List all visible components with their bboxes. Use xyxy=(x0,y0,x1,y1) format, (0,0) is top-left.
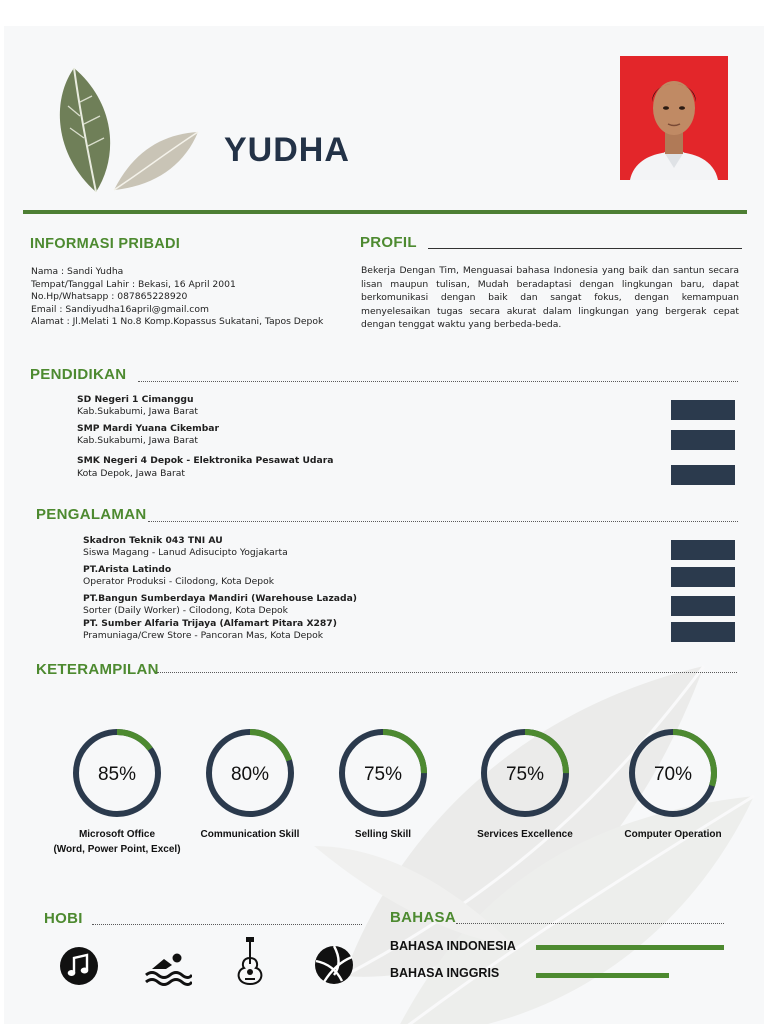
skill-donut-svg xyxy=(203,726,297,820)
profile-heading-line xyxy=(428,248,742,249)
education-school: SMK Negeri 4 Depok - Elektronika Pesawat Udara xyxy=(77,455,334,466)
experience-role: Sorter (Daily Worker) - Cilodong, Kota Depok xyxy=(83,604,288,616)
skill-donut xyxy=(478,726,572,820)
personal-address: Alamat : Jl.Melati 1 No.8 Komp.Kopassus Sukatani, Tapos Depok xyxy=(31,316,324,328)
personal-phone: No.Hp/Whatsapp : 087865228920 xyxy=(31,291,188,303)
skills-heading: KETERAMPILAN xyxy=(36,661,159,678)
language-name: BAHASA INDONESIA xyxy=(390,939,516,953)
skill-donut-svg xyxy=(626,726,720,820)
skill-label: Selling Skill xyxy=(354,829,412,840)
volleyball-icon xyxy=(312,943,356,987)
language-heading: BAHASA xyxy=(390,909,456,926)
experience-item xyxy=(83,535,288,558)
music-icon xyxy=(58,945,100,987)
skill-percent-label: 70% xyxy=(653,764,693,785)
skill-donut xyxy=(70,726,164,820)
skill-name: Microsoft Office xyxy=(78,829,156,840)
skill-donut-svg xyxy=(478,726,572,820)
experience-company: Skadron Teknik 043 TNI AU xyxy=(83,535,223,546)
education-place: Kota Depok, Jawa Barat xyxy=(77,468,186,479)
experience-bar xyxy=(671,622,735,642)
profile-heading: PROFIL xyxy=(360,234,417,251)
experience-role: Siswa Magang - Lanud Adisucipto Yogjakarta xyxy=(83,546,288,558)
education-bar xyxy=(671,465,735,485)
swimming-icon xyxy=(144,945,192,987)
leaf-decoration-image xyxy=(44,62,204,197)
skill-percent-label: 85% xyxy=(97,764,137,785)
experience-bar xyxy=(671,596,735,616)
skill-donut-svg xyxy=(70,726,164,820)
guitar-icon xyxy=(230,936,270,986)
experience-company: PT.Arista Latindo xyxy=(83,564,172,575)
language-level-bar xyxy=(536,945,724,950)
education-bar xyxy=(671,430,735,450)
skill-label: Computer Operation xyxy=(624,829,722,840)
profile-text: Bekerja Dengan Tim, Menguasai bahasa Indonesia yang baik dan santun secara lisan maupun tulisan, Mudah beradaptasi dengan lingkungan baru, dapat berkomunikasi dengan baik dan sangat fokus, dengan kemampuan menyelesaikan tugas secara akurat dalam lingkungan yang bergerak cepat dengan tenggat waktu yang berbeda-beda. xyxy=(361,265,739,331)
experience-heading-line xyxy=(148,521,738,522)
experience-company: PT.Bangun Sumberdaya Mandiri (Warehouse Lazada) xyxy=(83,593,357,604)
personal-info-heading: INFORMASI PRIBADI xyxy=(30,236,181,252)
skill-label: Communication Skill xyxy=(200,829,300,840)
experience-item xyxy=(83,593,357,616)
skill-label xyxy=(47,827,187,857)
experience-item xyxy=(83,618,337,641)
education-item xyxy=(77,454,333,480)
skills-heading-line xyxy=(157,672,737,673)
skill-sub: (Word, Power Point, Excel) xyxy=(53,844,181,855)
skill-donut xyxy=(336,726,430,820)
education-school: SD Negeri 1 Cimanggu xyxy=(77,394,194,405)
skill-percent-label: 75% xyxy=(505,764,545,785)
education-heading: PENDIDIKAN xyxy=(30,366,127,383)
education-place: Kab.Sukabumi, Jawa Barat xyxy=(77,405,199,417)
skill-donut-svg xyxy=(336,726,430,820)
experience-bar xyxy=(671,567,735,587)
hobby-heading: HOBI xyxy=(44,910,83,927)
language-level-bar xyxy=(536,973,669,978)
experience-role: Operator Produksi - Cilodong, Kota Depok xyxy=(83,575,275,587)
personal-email: Email : Sandiyudha16april@gmail.com xyxy=(31,303,209,315)
experience-company: PT. Sumber Alfaria Trijaya (Alfamart Pitara X287) xyxy=(83,618,337,629)
hobby-heading-line xyxy=(92,924,362,925)
skill-donut xyxy=(203,726,297,820)
education-school: SMP Mardi Yuana Cikembar xyxy=(77,423,220,434)
header-divider xyxy=(23,210,747,214)
personal-info-list xyxy=(31,266,323,329)
skill-percent-label: 80% xyxy=(230,764,270,785)
education-bar xyxy=(671,400,735,420)
experience-bar xyxy=(671,540,735,560)
language-heading-line xyxy=(456,923,724,924)
experience-role: Pramuniaga/Crew Store - Pancoran Mas, Kota Depok xyxy=(83,629,324,641)
education-item xyxy=(77,394,198,417)
experience-heading: PENGALAMAN xyxy=(36,506,147,523)
personal-name: Nama : Sandi Yudha xyxy=(31,266,124,277)
resume-name: YUDHA xyxy=(224,131,350,169)
education-item xyxy=(77,423,219,446)
profile-photo xyxy=(620,56,728,180)
personal-birth: Tempat/Tanggal Lahir : Bekasi, 16 April 2001 xyxy=(31,278,236,290)
education-place: Kab.Sukabumi, Jawa Barat xyxy=(77,434,199,446)
education-heading-line xyxy=(138,381,738,382)
skill-donut xyxy=(626,726,720,820)
resume-page xyxy=(4,26,764,1024)
language-name: BAHASA INGGRIS xyxy=(390,966,500,980)
skill-label: Services Excellence xyxy=(477,829,573,840)
experience-item xyxy=(83,564,274,587)
skill-percent-label: 75% xyxy=(363,764,403,785)
